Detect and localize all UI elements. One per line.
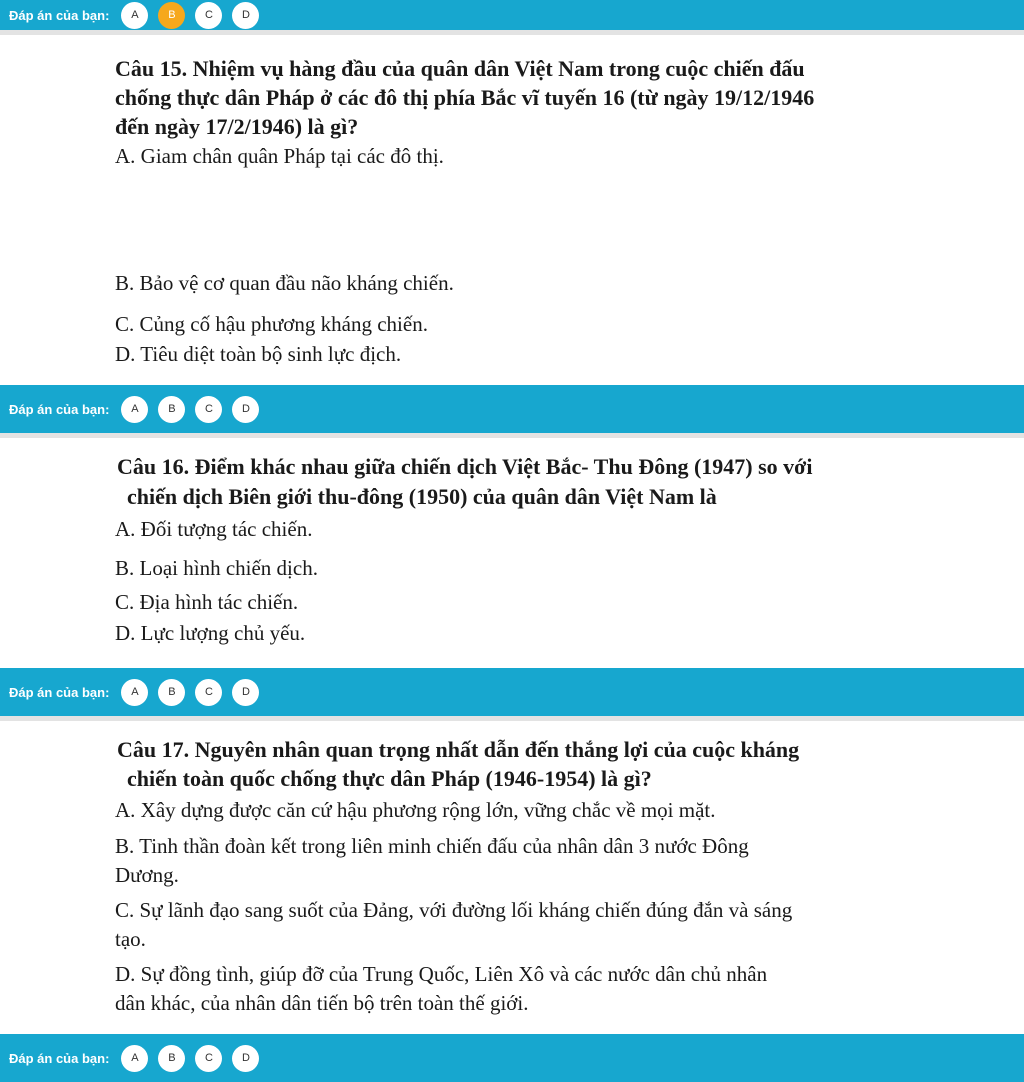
- option-a-button[interactable]: A: [121, 1045, 148, 1072]
- answer-choice-c: C. Địa hình tác chiến.: [115, 590, 299, 614]
- answer-choice-a: A. Đối tượng tác chiến.: [115, 517, 313, 541]
- answer-bar-4: [0, 1034, 1024, 1082]
- answer-bar-label: Đáp án của bạn:: [9, 7, 110, 23]
- option-c-button[interactable]: C: [195, 679, 222, 706]
- option-a-button[interactable]: A: [121, 396, 148, 423]
- option-c-button[interactable]: C: [195, 2, 222, 29]
- option-d-button[interactable]: D: [232, 2, 259, 29]
- option-b-button[interactable]: B: [158, 679, 185, 706]
- option-c-button[interactable]: C: [195, 396, 222, 423]
- question-stem-line: Câu 15. Nhiệm vụ hàng đầu của quân dân Việt Nam trong cuộc chiến đấu: [115, 56, 805, 81]
- answer-choice-a: A. Giam chân quân Pháp tại các đô thị.: [115, 144, 444, 168]
- answer-bar-label: Đáp án của bạn:: [9, 1050, 110, 1066]
- option-b-button[interactable]: B: [158, 2, 185, 29]
- option-a-button[interactable]: A: [121, 2, 148, 29]
- answer-choice-b: B. Tinh thần đoàn kết trong liên minh chiến đấu của nhân dân 3 nước Đông: [115, 834, 749, 858]
- question-stem-line: đến ngày 17/2/1946) là gì?: [115, 114, 359, 139]
- question-stem-line: chiến dịch Biên giới thu-đông (1950) của quân dân Việt Nam là: [127, 484, 717, 509]
- answer-bar-1: [0, 0, 1024, 30]
- answer-choice-c: C. Củng cố hậu phương kháng chiến.: [115, 312, 428, 336]
- option-b-button[interactable]: B: [158, 1045, 185, 1072]
- divider: [0, 716, 1024, 721]
- option-c-button[interactable]: C: [195, 1045, 222, 1072]
- divider: [0, 30, 1024, 35]
- answer-bar-2: [0, 385, 1024, 433]
- answer-bar-label: Đáp án của bạn:: [9, 401, 110, 417]
- option-a-button[interactable]: A: [121, 679, 148, 706]
- answer-choice-c: C. Sự lãnh đạo sang suốt của Đảng, với đường lối kháng chiến đúng đắn và sáng: [115, 898, 793, 922]
- question-stem-line: Câu 17. Nguyên nhân quan trọng nhất dẫn đến thắng lợi của cuộc kháng: [117, 737, 800, 762]
- question-stem-line: Câu 16. Điểm khác nhau giữa chiến dịch Việt Bắc- Thu Đông (1947) so với: [117, 454, 813, 479]
- answer-choice-b: B. Bảo vệ cơ quan đầu não kháng chiến.: [115, 271, 454, 295]
- question-stem-line: chiến toàn quốc chống thực dân Pháp (1946-1954) là gì?: [127, 766, 652, 791]
- answer-choice-d: D. Tiêu diệt toàn bộ sinh lực địch.: [115, 342, 402, 366]
- option-b-button[interactable]: B: [158, 396, 185, 423]
- answer-choice-d-cont: dân khác, của nhân dân tiến bộ trên toàn thế giới.: [115, 991, 529, 1015]
- answer-choice-d: D. Sự đồng tình, giúp đỡ của Trung Quốc, Liên Xô và các nước dân chủ nhân: [115, 962, 768, 986]
- option-d-button[interactable]: D: [232, 679, 259, 706]
- answer-choice-b-cont: Dương.: [115, 863, 179, 887]
- divider: [0, 433, 1024, 438]
- answer-choice-c-cont: tạo.: [115, 927, 146, 951]
- question-stem-line: chống thực dân Pháp ở các đô thị phía Bắc vĩ tuyến 16 (từ ngày 19/12/1946: [115, 85, 815, 110]
- option-d-button[interactable]: D: [232, 1045, 259, 1072]
- answer-bar-3: [0, 668, 1024, 716]
- option-d-button[interactable]: D: [232, 396, 259, 423]
- answer-bar-label: Đáp án của bạn:: [9, 684, 110, 700]
- answer-choice-d: D. Lực lượng chủ yếu.: [115, 621, 306, 645]
- answer-choice-b: B. Loại hình chiến dịch.: [115, 556, 318, 580]
- answer-choice-a: A. Xây dựng được căn cứ hậu phương rộng lớn, vững chắc về mọi mặt.: [115, 798, 716, 822]
